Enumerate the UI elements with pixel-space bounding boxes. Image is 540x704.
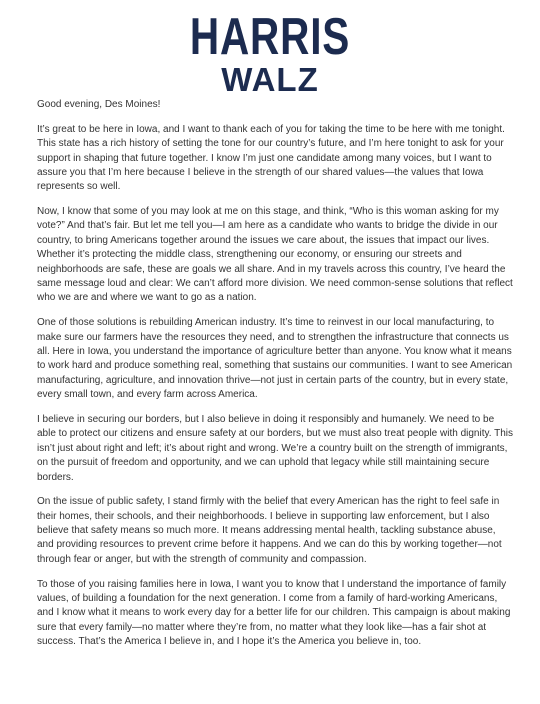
paragraph-unity: Now, I know that some of you may look at me on this stage, and think, “Who is this woman asking for my vote?” And that’s fair. But let me tell you—I am here as a candidate who wants to bridge the divide in our country, to bring Americans together around the issues we care about, the issues that impact our lives. Whether it’s protecting the middle class, strengthening our economy, or ensuring our streets and neighborhoods are safe, these are goals we all share. And in my travels across this country, I’ve heard the same message loud and clear: We can’t afford more division. We need common-sense solutions that reflect who we are and where we want to go as a nation. xyxy=(37,206,513,304)
speech-body xyxy=(37,98,515,660)
logo-walz: WALZ xyxy=(221,61,319,98)
paragraph-borders: I believe in securing our borders, but I also believe in doing it responsibly and humanely. We need to be able to protect our citizens and ensure safety at our borders, but we must also treat people with dignity. This isn’t just about right and left; it’s about right and wrong. We’re a country built on the strength of immigrants, on the pursuit of freedom and opportunity, and we can uphold that legacy while still maintaining secure borders. xyxy=(37,413,513,483)
paragraph-industry: One of those solutions is rebuilding American industry. It’s time to reinvest in our local manufacturing, to make sure our farmers have the resources they need, and to strengthen the infrastructure that connects us all. Here in Iowa, you understand the importance of agriculture better than anyone. You know what it means to work hard and produce something real, something that sustains our communities. I want to see American manufacturing, agriculture, and innovation thrive—not just in certain parts of the country, but in every state, every small town, and every farm across America. xyxy=(37,317,513,401)
paragraph-families: To those of you raising families here in Iowa, I want you to know that I understand the importance of family values, of building a foundation for the next generation. I come from a family of hard-working Americans, and I know what it means to work every day for a better life for our children. This campaign is about making sure that every family—no matter where they’re from, no matter what they look like—has a fair shot at success. That’s the America I believe in, and I hope it’s the America you believe in, too. xyxy=(37,578,511,648)
paragraph-intro: It’s great to be here in Iowa, and I want to thank each of you for taking the time to be here with me tonight. This state has a rich history of setting the tone for our country’s future, and I’m here tonight to ask for your support in shaping that future together. I know I’m just one candidate among many voices, but I want to assure you that I’m here because I believe in the strength of our shared values—the values that Iowa represents so well. xyxy=(37,123,505,193)
logo-harris: HARRIS xyxy=(189,8,351,66)
greeting: Good evening, Des Moines! xyxy=(37,99,161,110)
paragraph-public-safety: On the issue of public safety, I stand firmly with the belief that every American has the right to feel safe in their homes, their schools, and their neighborhoods. I believe in supporting law enforcement, but I also believe that safety means so much more. It means addressing mental health, tackling substance abuse, and providing resources to prevent crime before it happens. And we can do this by working together—not through fear or anger, but with the strength of community and compassion. xyxy=(37,496,502,565)
campaign-logo xyxy=(0,10,540,96)
